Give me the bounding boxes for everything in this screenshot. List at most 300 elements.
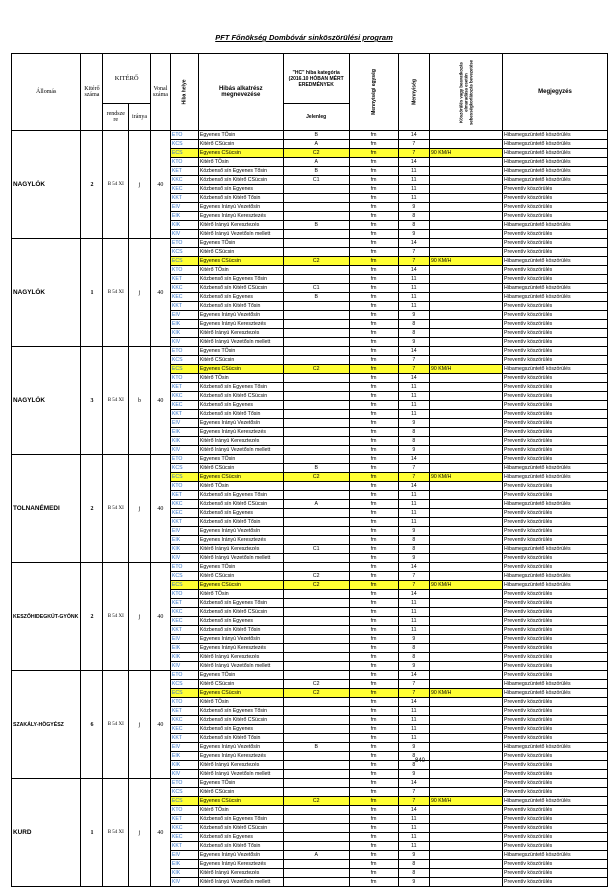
unit: fm	[349, 788, 398, 797]
speed-limit	[430, 743, 503, 752]
part-name: Egyenes CSücsin	[198, 257, 283, 266]
speed-limit	[430, 302, 503, 311]
table-row	[12, 239, 608, 248]
quantity: 8	[398, 320, 430, 329]
fault-location-code: KKC	[170, 608, 198, 617]
part-name: Közbenső sín Kitérő CSücsin	[198, 716, 283, 725]
part-name: Egyenes Irányú Keresztezés	[198, 212, 283, 221]
unit: fm	[349, 716, 398, 725]
remark: Preventív köszörülés	[503, 320, 608, 329]
part-name: Közbenső sín Kitérő CSücsin	[198, 284, 283, 293]
station-name: KESZŐHIDEGKÚT-GYÖNK	[12, 563, 81, 671]
kitero-rendszer: B 54 XI	[103, 347, 129, 455]
part-name: Közbenső sín Kitérő CSücsin	[198, 176, 283, 185]
hc-category	[283, 860, 349, 869]
part-name: Egyenes Irányú Vezetősín	[198, 851, 283, 860]
part-name: Egyenes Irányú Keresztezés	[198, 320, 283, 329]
remark: Preventív köszörülés	[503, 410, 608, 419]
quantity: 11	[398, 392, 430, 401]
quantity: 11	[398, 734, 430, 743]
quantity: 11	[398, 617, 430, 626]
speed-limit	[430, 869, 503, 878]
unit: fm	[349, 320, 398, 329]
fault-location-code: KET	[170, 383, 198, 392]
hc-category: B	[283, 743, 349, 752]
speed-limit	[430, 401, 503, 410]
quantity: 14	[398, 266, 430, 275]
quantity: 11	[398, 815, 430, 824]
hc-category	[283, 428, 349, 437]
remark: Preventív köszörülés	[503, 716, 608, 725]
speed-limit	[430, 671, 503, 680]
part-name: Egyenes TÖsin	[198, 671, 283, 680]
hc-category	[283, 410, 349, 419]
quantity: 11	[398, 491, 430, 500]
speed-limit: 90 KM/H	[430, 365, 503, 374]
unit: fm	[349, 662, 398, 671]
part-name: Kitérő Irányú Keresztezés	[198, 869, 283, 878]
quantity: 9	[398, 203, 430, 212]
hc-category	[283, 878, 349, 887]
quantity: 11	[398, 176, 430, 185]
remark: Preventív köszörülés	[503, 248, 608, 257]
fault-location-code: EIV	[170, 527, 198, 536]
kitero-rendszer: B 54 XI	[103, 455, 129, 563]
unit: fm	[349, 473, 398, 482]
fault-location-code: KCS	[170, 248, 198, 257]
unit: fm	[349, 383, 398, 392]
unit: fm	[349, 410, 398, 419]
speed-limit	[430, 320, 503, 329]
hc-category: C1	[283, 176, 349, 185]
hc-category	[283, 329, 349, 338]
fault-location-code: KEC	[170, 401, 198, 410]
remark: Hibamegszüntető köszörülés	[503, 500, 608, 509]
hc-category	[283, 383, 349, 392]
fault-location-code: KET	[170, 491, 198, 500]
speed-limit: 90 KM/H	[430, 473, 503, 482]
remark: Preventív köszörülés	[503, 806, 608, 815]
hc-category	[283, 788, 349, 797]
quantity: 7	[398, 248, 430, 257]
quantity: 9	[398, 230, 430, 239]
fault-location-code: ECS	[170, 581, 198, 590]
header-kitero-szama: Kitérő száma	[81, 54, 103, 131]
unit: fm	[349, 743, 398, 752]
part-name: Egyenes Irányú Vezetősín	[198, 635, 283, 644]
unit: fm	[349, 464, 398, 473]
fault-location-code: EIK	[170, 644, 198, 653]
quantity: 7	[398, 581, 430, 590]
part-name: Kitérő Irányú Vezetősín mellett	[198, 878, 283, 887]
fault-location-code: ETO	[170, 779, 198, 788]
hc-category: C1	[283, 545, 349, 554]
part-name: Egyenes Irányú Keresztezés	[198, 536, 283, 545]
fault-location-code: KKT	[170, 410, 198, 419]
remark: Hibamegszüntető köszörülés	[503, 680, 608, 689]
unit: fm	[349, 653, 398, 662]
quantity: 7	[398, 572, 430, 581]
fault-location-code: ECS	[170, 365, 198, 374]
part-name: Közbenső sín Kitérő CSücsin	[198, 824, 283, 833]
hc-category	[283, 446, 349, 455]
kitero-rendszer: B 54 XI	[103, 563, 129, 671]
speed-limit	[430, 824, 503, 833]
unit: fm	[349, 554, 398, 563]
fault-location-code: KIV	[170, 878, 198, 887]
quantity: 11	[398, 293, 430, 302]
speed-limit	[430, 293, 503, 302]
part-name: Közbenső sín Egyenes	[198, 617, 283, 626]
hc-category	[283, 590, 349, 599]
hc-category	[283, 608, 349, 617]
speed-limit	[430, 725, 503, 734]
unit: fm	[349, 239, 398, 248]
unit: fm	[349, 167, 398, 176]
document-title: PFT Főnökség Dombóvár sinköszörülési program	[215, 33, 393, 42]
remark: Preventív köszörülés	[503, 203, 608, 212]
unit: fm	[349, 266, 398, 275]
fault-location-code: KET	[170, 707, 198, 716]
hc-category	[283, 491, 349, 500]
part-name: Kitérő TÖsin	[198, 158, 283, 167]
part-name: Kitérő TÖsin	[198, 482, 283, 491]
part-name: Közbenső sín Kitérő CSücsin	[198, 500, 283, 509]
quantity: 14	[398, 374, 430, 383]
speed-limit	[430, 428, 503, 437]
quantity: 11	[398, 833, 430, 842]
part-name: Egyenes TÖsin	[198, 455, 283, 464]
unit: fm	[349, 194, 398, 203]
part-name: Kitérő Irányú Keresztezés	[198, 221, 283, 230]
part-name: Egyenes CSücsin	[198, 581, 283, 590]
remark: Hibamegszüntető köszörülés	[503, 257, 608, 266]
table-row	[12, 671, 608, 680]
part-name: Egyenes Irányú Vezetősín	[198, 311, 283, 320]
part-name: Egyenes Irányú Keresztezés	[198, 644, 283, 653]
header-koszorules: Köszörülés vagy beavatkozás elmaradása esetén sebességkorlátozás bevezetése	[430, 54, 503, 131]
part-name: Egyenes Irányú Keresztezés	[198, 428, 283, 437]
hc-category: C1	[283, 284, 349, 293]
part-name: Közbenső sín Egyenes	[198, 185, 283, 194]
hc-category: C2	[283, 257, 349, 266]
unit: fm	[349, 428, 398, 437]
unit: fm	[349, 482, 398, 491]
kitero-number: 6	[81, 671, 103, 779]
fault-location-code: KKC	[170, 176, 198, 185]
unit: fm	[349, 779, 398, 788]
remark: Preventív köszörülés	[503, 383, 608, 392]
speed-limit	[430, 662, 503, 671]
part-name: Közbenső sín Egyenes	[198, 401, 283, 410]
unit: fm	[349, 527, 398, 536]
hc-category	[283, 806, 349, 815]
remark: Preventív köszörülés	[503, 266, 608, 275]
vonal-number: 40	[150, 239, 170, 347]
fault-location-code: KIV	[170, 338, 198, 347]
part-name: Közbenső sín Kitérő CSücsin	[198, 392, 283, 401]
unit: fm	[349, 302, 398, 311]
speed-limit	[430, 788, 503, 797]
unit: fm	[349, 869, 398, 878]
part-name: Közbenső sín Egyenes	[198, 293, 283, 302]
fault-location-code: EIK	[170, 212, 198, 221]
speed-limit	[430, 860, 503, 869]
quantity: 9	[398, 662, 430, 671]
hc-category: B	[283, 221, 349, 230]
quantity: 11	[398, 410, 430, 419]
part-name: Egyenes TÖsin	[198, 131, 283, 140]
quantity: 11	[398, 383, 430, 392]
part-name: Kitérő Irányú Vezetősín mellett	[198, 770, 283, 779]
remark: Preventív köszörülés	[503, 329, 608, 338]
speed-limit	[430, 761, 503, 770]
unit: fm	[349, 617, 398, 626]
unit: fm	[349, 374, 398, 383]
quantity: 8	[398, 221, 430, 230]
remark: Hibamegszüntető köszörülés	[503, 572, 608, 581]
speed-limit: 90 KM/H	[430, 689, 503, 698]
hc-category	[283, 554, 349, 563]
hc-category	[283, 725, 349, 734]
unit: fm	[349, 221, 398, 230]
unit: fm	[349, 671, 398, 680]
remark: Preventív köszörülés	[503, 608, 608, 617]
remark: Preventív köszörülés	[503, 428, 608, 437]
speed-limit: 90 KM/H	[430, 149, 503, 158]
part-name: Kitérő TÖsin	[198, 698, 283, 707]
hc-category	[283, 698, 349, 707]
speed-limit	[430, 212, 503, 221]
kitero-number: 1	[81, 239, 103, 347]
hc-category	[283, 779, 349, 788]
hc-category	[283, 536, 349, 545]
unit: fm	[349, 581, 398, 590]
unit: fm	[349, 599, 398, 608]
fault-location-code: KCS	[170, 680, 198, 689]
hc-category: C2	[283, 680, 349, 689]
speed-limit	[430, 266, 503, 275]
fault-location-code: KKC	[170, 500, 198, 509]
speed-limit	[430, 590, 503, 599]
unit: fm	[349, 806, 398, 815]
station-name: KURD	[12, 779, 81, 887]
fault-location-code: EIK	[170, 536, 198, 545]
part-name: Egyenes Irányú Vezetősín	[198, 419, 283, 428]
table-row	[12, 131, 608, 140]
remark: Preventív köszörülés	[503, 302, 608, 311]
remark: Hibamegszüntető köszörülés	[503, 131, 608, 140]
kitero-number: 2	[81, 563, 103, 671]
table-row	[12, 563, 608, 572]
unit: fm	[349, 734, 398, 743]
kitero-irany: j	[129, 563, 151, 671]
part-name: Egyenes CSücsin	[198, 149, 283, 158]
remark: Preventív köszörülés	[503, 347, 608, 356]
fault-location-code: KCS	[170, 788, 198, 797]
fault-location-code: KCS	[170, 140, 198, 149]
part-name: Közbenső sín Egyenes Tősin	[198, 383, 283, 392]
quantity: 9	[398, 851, 430, 860]
quantity: 7	[398, 473, 430, 482]
unit: fm	[349, 149, 398, 158]
fault-location-code: KKT	[170, 626, 198, 635]
hc-category	[283, 734, 349, 743]
speed-limit	[430, 554, 503, 563]
speed-limit	[430, 446, 503, 455]
speed-limit	[430, 176, 503, 185]
remark: Preventív köszörülés	[503, 338, 608, 347]
fault-location-code: ETO	[170, 131, 198, 140]
hc-category	[283, 437, 349, 446]
fault-location-code: KET	[170, 599, 198, 608]
quantity: 8	[398, 869, 430, 878]
hc-category: A	[283, 158, 349, 167]
quantity: 9	[398, 419, 430, 428]
quantity: 11	[398, 626, 430, 635]
header-kitero: KITÉRŐ	[103, 54, 151, 104]
part-name: Egyenes TÖsin	[198, 239, 283, 248]
speed-limit	[430, 221, 503, 230]
unit: fm	[349, 176, 398, 185]
fault-location-code: KKC	[170, 392, 198, 401]
vonal-number: 40	[150, 563, 170, 671]
remark: Preventív köszörülés	[503, 455, 608, 464]
remark: Preventív köszörülés	[503, 185, 608, 194]
fault-location-code: KET	[170, 275, 198, 284]
hc-category	[283, 770, 349, 779]
part-name: Egyenes CSücsin	[198, 689, 283, 698]
quantity: 7	[398, 140, 430, 149]
fault-location-code: KKT	[170, 194, 198, 203]
remark: Hibamegszüntető köszörülés	[503, 545, 608, 554]
fault-location-code: KTO	[170, 158, 198, 167]
part-name: Kitérő CSücsin	[198, 464, 283, 473]
remark: Preventív köszörülés	[503, 752, 608, 761]
quantity: 11	[398, 302, 430, 311]
hc-category: C2	[283, 689, 349, 698]
part-name: Kitérő CSücsin	[198, 140, 283, 149]
quantity: 11	[398, 608, 430, 617]
kitero-irany: j	[129, 455, 151, 563]
header-allomas: Állomás	[12, 54, 81, 131]
unit: fm	[349, 572, 398, 581]
fault-location-code: KEC	[170, 833, 198, 842]
table-row	[12, 779, 608, 788]
remark: Preventív köszörülés	[503, 518, 608, 527]
unit: fm	[349, 725, 398, 734]
remark: Preventív köszörülés	[503, 401, 608, 410]
hc-category	[283, 509, 349, 518]
unit: fm	[349, 851, 398, 860]
speed-limit	[430, 356, 503, 365]
quantity: 9	[398, 311, 430, 320]
hc-category: A	[283, 851, 349, 860]
unit: fm	[349, 680, 398, 689]
part-name: Kitérő Irányú Keresztezés	[198, 545, 283, 554]
fault-location-code: ETO	[170, 347, 198, 356]
speed-limit: 90 KM/H	[430, 257, 503, 266]
hc-category	[283, 419, 349, 428]
remark: Preventív köszörülés	[503, 446, 608, 455]
hc-category	[283, 716, 349, 725]
part-name: Kitérő TÖsin	[198, 374, 283, 383]
quantity: 11	[398, 509, 430, 518]
quantity: 11	[398, 167, 430, 176]
hc-category	[283, 356, 349, 365]
hc-category	[283, 599, 349, 608]
remark: Preventív köszörülés	[503, 626, 608, 635]
part-name: Közbenső sín Egyenes Tősin	[198, 707, 283, 716]
quantity: 8	[398, 644, 430, 653]
quantity: 11	[398, 599, 430, 608]
part-name: Egyenes TÖsin	[198, 779, 283, 788]
quantity: 11	[398, 275, 430, 284]
remark: Preventív köszörülés	[503, 491, 608, 500]
remark: Preventív köszörülés	[503, 590, 608, 599]
unit: fm	[349, 500, 398, 509]
part-name: Közbenső sín Kitérő Tősin	[198, 842, 283, 851]
speed-limit	[430, 527, 503, 536]
quantity: 14	[398, 131, 430, 140]
hc-category	[283, 347, 349, 356]
speed-limit	[430, 815, 503, 824]
part-name: Közbenső sín Kitérő Tősin	[198, 626, 283, 635]
part-name: Közbenső sín Egyenes	[198, 833, 283, 842]
quantity: 7	[398, 365, 430, 374]
quantity: 11	[398, 284, 430, 293]
unit: fm	[349, 878, 398, 887]
speed-limit	[430, 230, 503, 239]
speed-limit	[430, 185, 503, 194]
fault-location-code: ECS	[170, 689, 198, 698]
unit: fm	[349, 140, 398, 149]
quantity: 9	[398, 770, 430, 779]
remark: Preventív köszörülés	[503, 725, 608, 734]
fault-location-code: KTO	[170, 698, 198, 707]
quantity: 8	[398, 860, 430, 869]
remark: Preventív köszörülés	[503, 617, 608, 626]
part-name: Közbenső sín Egyenes Tősin	[198, 275, 283, 284]
speed-limit	[430, 617, 503, 626]
unit: fm	[349, 392, 398, 401]
unit: fm	[349, 212, 398, 221]
quantity: 14	[398, 563, 430, 572]
part-name: Egyenes Irányú Vezetősín	[198, 203, 283, 212]
remark: Hibamegszüntető köszörülés	[503, 221, 608, 230]
fault-location-code: KKT	[170, 734, 198, 743]
fault-location-code: KIK	[170, 761, 198, 770]
fault-location-code: KTO	[170, 266, 198, 275]
kitero-number: 3	[81, 347, 103, 455]
quantity: 11	[398, 725, 430, 734]
station-name: SZAKÁLY-HÖGYÉSZ	[12, 671, 81, 779]
remark: Preventív köszörülés	[503, 869, 608, 878]
hc-category	[283, 761, 349, 770]
hc-category: A	[283, 500, 349, 509]
quantity: 14	[398, 482, 430, 491]
remark: Hibamegszüntető köszörülés	[503, 140, 608, 149]
fault-location-code: KCS	[170, 572, 198, 581]
hc-category: C2	[283, 365, 349, 374]
table-row	[12, 455, 608, 464]
remark: Preventív köszörülés	[503, 761, 608, 770]
quantity: 9	[398, 878, 430, 887]
part-name: Egyenes CSücsin	[198, 473, 283, 482]
remark: Preventív köszörülés	[503, 779, 608, 788]
grinding-program-table	[11, 53, 608, 887]
unit: fm	[349, 185, 398, 194]
